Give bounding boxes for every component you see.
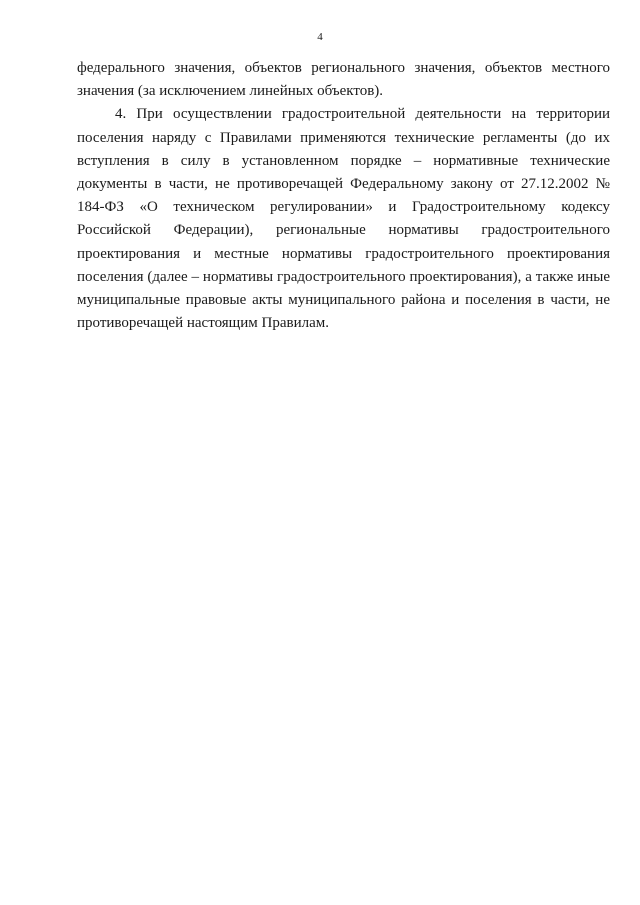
paragraph-item-4: 4. При осуществлении градостроительной деятельности на территории поселения наряду с Правилами применяются технические регламенты (до их вступления в силу в установленном порядке – нормативные технические документы в части, не противоречащей Федеральному закону от 27.12.2002 № 184-ФЗ «О техническом регулировании» и Градостроительному кодексу Российской Федерации), региональные нормативы градостроительного проектирования и местные нормативы градостроительного проектирования поселения (далее – нормативы градостроительного проектирования), а также иные муниципальные правовые акты муниципального района и поселения в части, не противоречащей настоящим Правилам. (77, 106, 610, 332)
document-body (77, 57, 610, 335)
paragraph-continuation: федерального значения, объектов регионального значения, объектов местного значения (за исключением линейных объектов). (77, 60, 610, 100)
page-number: 4 (317, 31, 323, 43)
